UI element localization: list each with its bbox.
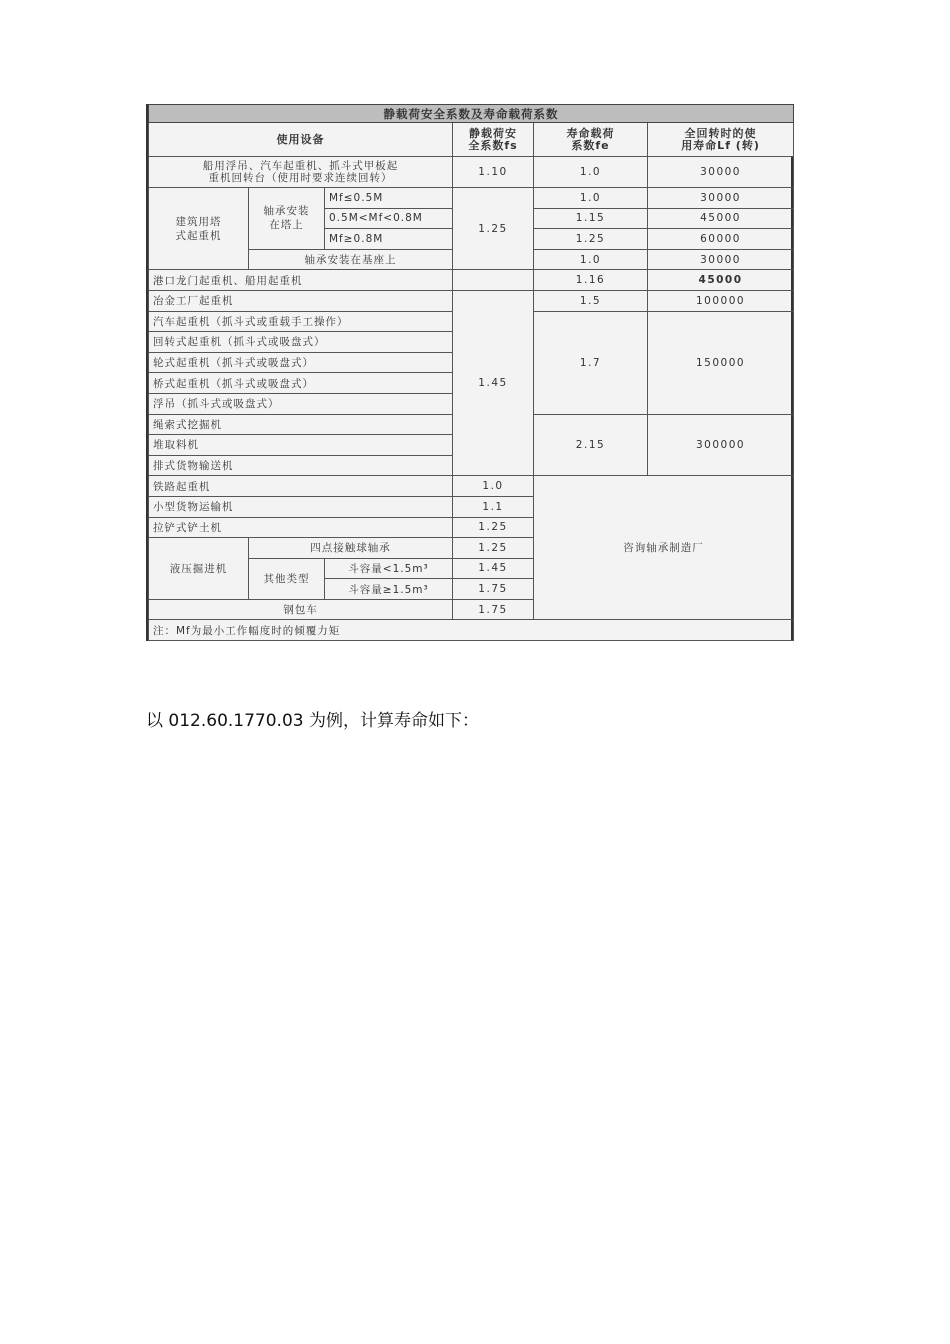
hydraulic-excavator: 液压掘进机 — [149, 538, 249, 600]
group2-fe: 2.15 — [534, 414, 648, 476]
tower-crane-fs: 1.25 — [453, 188, 534, 270]
condition-1-fe: 1.0 — [534, 188, 648, 209]
tower-crane-label: 建筑用塔 式起重机 — [149, 188, 249, 270]
metallurgy-crane-lf: 100000 — [648, 290, 794, 311]
small-transport-fs: 1.1 — [453, 496, 534, 517]
group-fs: 1.45 — [453, 290, 534, 475]
bucket-conveyor: 排式货物输送机 — [149, 455, 453, 476]
railway-crane-fs: 1.0 — [453, 476, 534, 497]
condition-2-fe: 1.15 — [534, 208, 648, 229]
calculation-caption: 以 012.60.1770.03 为例，计算寿命如下： — [146, 711, 479, 731]
header-equipment: 使用设备 — [149, 123, 453, 157]
coefficient-table-figure — [146, 104, 793, 641]
slewing-crane: 回转式起重机（抓斗式或吸盘式） — [149, 332, 453, 353]
mount-on-base: 轴承安装在基座上 — [249, 249, 453, 270]
metallurgy-crane: 冶金工厂起重机 — [149, 290, 453, 311]
scraper: 拉铲式铲土机 — [149, 517, 453, 538]
bucket-large-fs: 1.75 — [453, 579, 534, 600]
other-types: 其他类型 — [249, 558, 325, 599]
railway-crane: 铁路起重机 — [149, 476, 453, 497]
metallurgy-crane-fe: 1.5 — [534, 290, 648, 311]
auto-crane: 汽车起重机（抓斗式或重载手工操作） — [149, 311, 453, 332]
bridge-crane: 桥式起重机（抓斗式或吸盘式） — [149, 373, 453, 394]
ladle-car-fs: 1.75 — [453, 599, 534, 620]
coefficient-table — [148, 104, 794, 641]
condition-2-lf: 45000 — [648, 208, 794, 229]
stacker-reclaimer: 堆取料机 — [149, 435, 453, 456]
condition-3-lf: 60000 — [648, 229, 794, 250]
port-crane-lf: 45000 — [648, 270, 794, 291]
mount-on-tower-label: 轴承安装 在塔上 — [249, 188, 325, 250]
floating-crane: 浮吊（抓斗式或吸盘式） — [149, 393, 453, 414]
condition-1: Mf≤0.5M — [325, 188, 453, 209]
consult-manufacturer: 咨询轴承制造厂 — [534, 476, 794, 620]
ladle-car: 钢包车 — [149, 599, 453, 620]
header-fe: 寿命载荷 系数fe — [534, 123, 648, 157]
row-marine-crane-fe: 1.0 — [534, 157, 648, 188]
four-point-bearing: 四点接触球轴承 — [249, 538, 453, 559]
row-marine-crane-fs: 1.10 — [453, 157, 534, 188]
group1-lf: 150000 — [648, 311, 794, 414]
header-lf: 全回转时的使 用寿命Lf (转) — [648, 123, 794, 157]
group2-lf: 300000 — [648, 414, 794, 476]
port-crane: 港口龙门起重机、船用起重机 — [149, 270, 453, 291]
row-marine-crane: 船用浮吊、汽车起重机、抓斗式甲板起 重机回转台（使用时要求连续回转） — [149, 157, 453, 188]
mount-on-base-fe: 1.0 — [534, 249, 648, 270]
port-crane-fs-empty — [453, 270, 534, 291]
port-crane-fe: 1.16 — [534, 270, 648, 291]
mount-on-base-lf: 30000 — [648, 249, 794, 270]
bucket-small: 斗容量<1.5m³ — [325, 558, 453, 579]
wheel-crane: 轮式起重机（抓斗式或吸盘式） — [149, 352, 453, 373]
table-title: 静载荷安全系数及寿命载荷系数 — [149, 105, 794, 123]
bucket-large: 斗容量≥1.5m³ — [325, 579, 453, 600]
condition-1-lf: 30000 — [648, 188, 794, 209]
bucket-small-fs: 1.45 — [453, 558, 534, 579]
scraper-fs: 1.25 — [453, 517, 534, 538]
group1-fe: 1.7 — [534, 311, 648, 414]
condition-2: 0.5M<Mf<0.8M — [325, 208, 453, 229]
condition-3: Mf≥0.8M — [325, 229, 453, 250]
row-marine-crane-lf: 30000 — [648, 157, 794, 188]
table-note: 注：Mf为最小工作幅度时的倾覆力矩 — [149, 620, 794, 641]
small-transport: 小型货物运输机 — [149, 496, 453, 517]
rope-excavator: 绳索式挖掘机 — [149, 414, 453, 435]
condition-3-fe: 1.25 — [534, 229, 648, 250]
four-point-bearing-fs: 1.25 — [453, 538, 534, 559]
header-fs: 静载荷安 全系数fs — [453, 123, 534, 157]
